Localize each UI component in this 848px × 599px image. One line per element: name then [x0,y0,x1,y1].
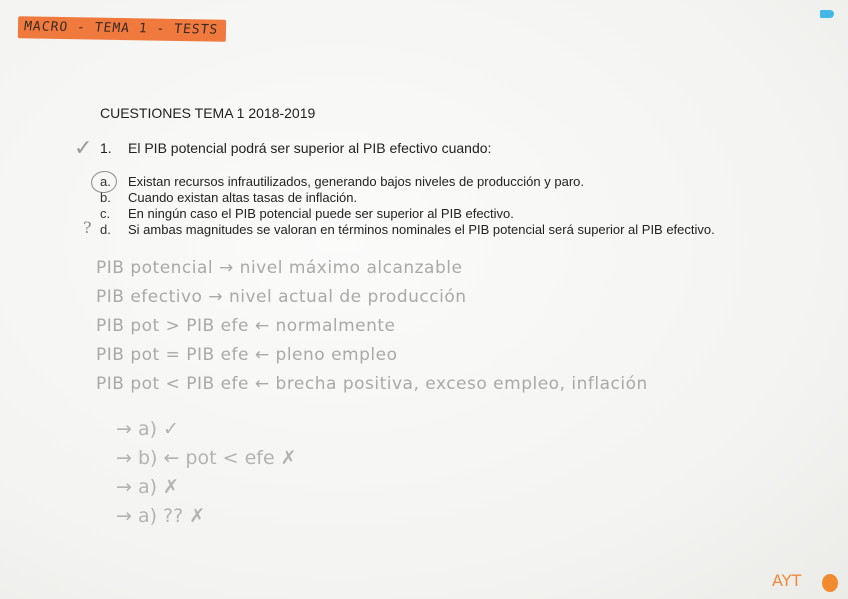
option-text: Cuando existan altas tasas de inflación. [128,190,358,205]
handwritten-notes [96,258,648,403]
answer-line: → b) ← pot < efe ✗ [116,447,297,469]
question-mark-annotation: ? [83,218,92,237]
note-line: PIB pot < PIB efe ← brecha positiva, exceso empleo, inflación [96,374,648,394]
option-b [100,190,715,206]
option-d [100,222,715,238]
option-c [100,206,715,222]
note-line: PIB pot = PIB efe ← pleno empleo [96,345,398,365]
answer-line: → a) ?? ✗ [116,505,206,527]
option-letter: b. [100,190,111,205]
option-letter: a. [100,174,111,189]
tag-text: MACRO - TEMA 1 - TESTS [23,19,220,38]
option-letter: c. [100,206,111,221]
note-line: PIB pot > PIB efe ← normalmente [96,316,396,336]
option-text: En ningún caso el PIB potencial puede ser superior al PIB efectivo. [128,206,514,221]
option-a [100,174,715,190]
answer-options [100,174,715,238]
document-title: CUESTIONES TEMA 1 2018-2019 [100,105,316,121]
note-line: PIB potencial → nivel máximo alcanzable [96,258,463,278]
handwritten-signature: AYT [772,571,802,590]
option-text: Si ambas magnitudes se valoran en términos nominales el PIB potencial será superior al PIB efectivo. [128,222,715,237]
answer-line: → a) ✗ [116,476,179,498]
option-letter: d. [100,222,111,237]
option-text: Existan recursos infrautilizados, generando bajos niveles de producción y paro. [128,174,584,189]
answer-line: → a) ✓ [116,418,179,440]
blue-marker-mark [820,10,834,18]
question-1 [100,140,491,156]
note-line: PIB efectivo → nivel actual de producción [96,287,467,307]
question-number: 1. [100,140,112,156]
highlighted-handwritten-tag [18,16,226,42]
handwritten-answers [116,418,297,534]
question-text: El PIB potencial podrá ser superior al PIB efectivo cuando: [128,140,492,156]
orange-dot-mark [822,574,838,592]
check-mark-icon: ✓ [74,136,93,161]
